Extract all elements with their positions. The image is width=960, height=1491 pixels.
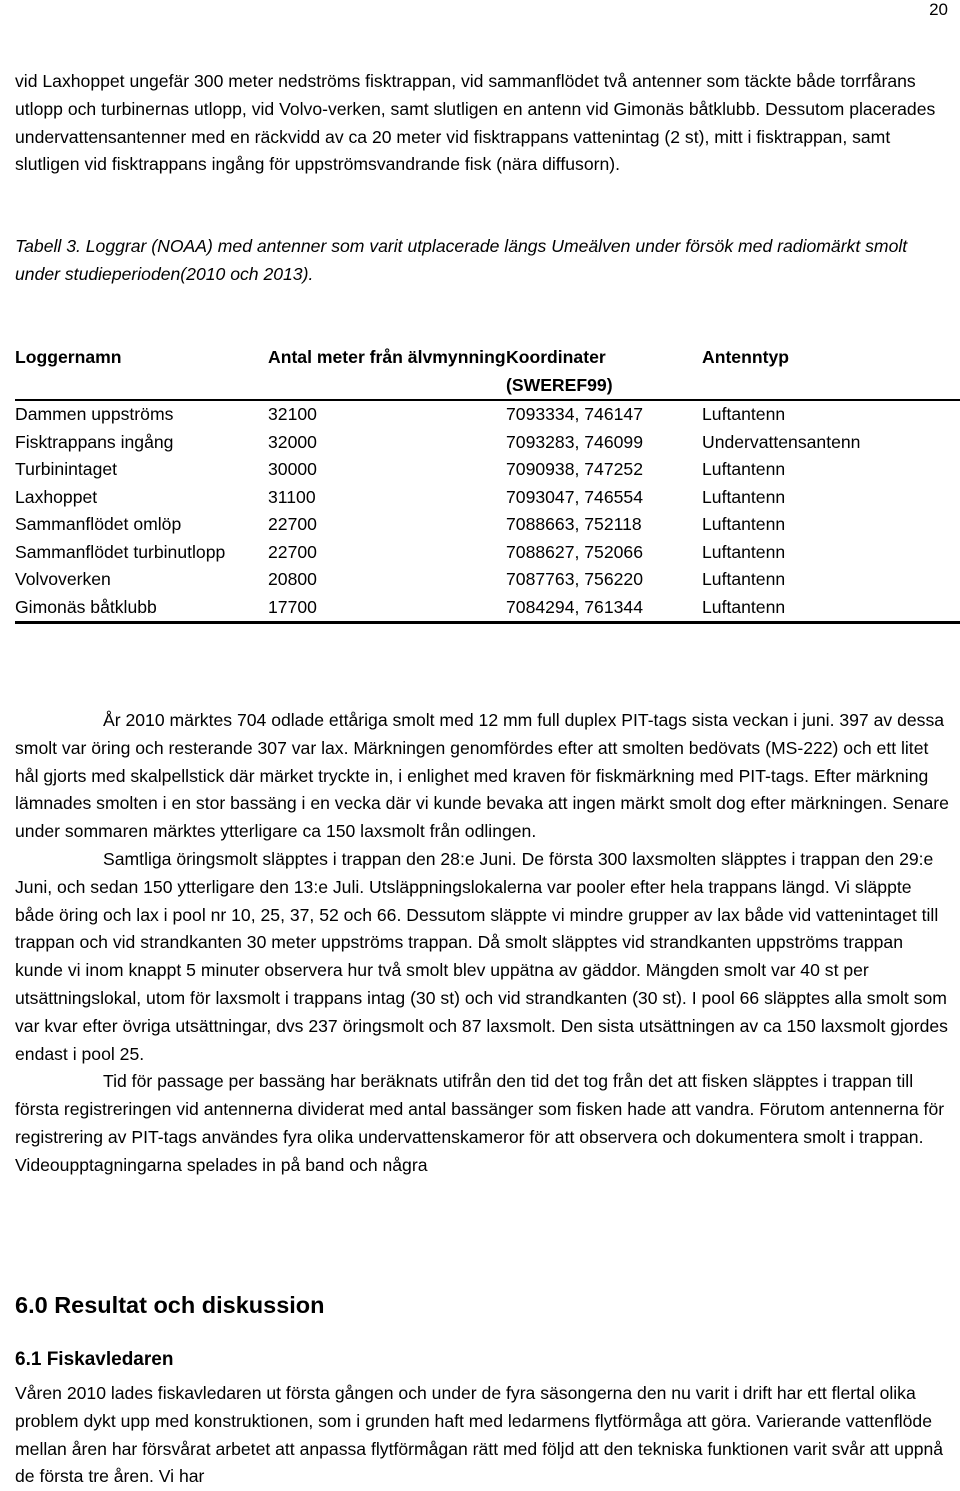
cell-antenna-type: Luftantenn — [702, 514, 786, 534]
page-number: 20 — [929, 0, 948, 19]
table-row — [15, 400, 960, 429]
cell-coordinates: 7088627, 752066 — [506, 541, 643, 562]
table-row — [15, 594, 960, 623]
cell-antenna-type: Undervattensantenn — [702, 431, 861, 452]
header-coordinates: Koordinater (SWEREF99) — [506, 347, 613, 395]
cell-logger-name: Sammanflödet omlöp — [15, 514, 182, 534]
cell-distance: 30000 — [268, 459, 317, 479]
body-text — [15, 707, 950, 1180]
cell-distance: 22700 — [268, 541, 317, 562]
cell-distance: 32000 — [268, 431, 317, 452]
body-paragraph-passage: Tid för passage per bassäng har beräknats utifrån den tid det tog från det att fisken släpptes i trappan till första registreringen vid antennerna dividerat med antal bassänger som fisken hade att vandra. Förutom antennerna för registrering av PIT-tags användes fyra olika undervattenskameror för att observera och dokumentera smolt i trappan. Videoupptagningarna spelades in på band och några — [15, 1071, 945, 1175]
cell-antenna-type: Luftantenn — [702, 404, 786, 424]
cell-antenna-type: Luftantenn — [702, 541, 786, 562]
body-paragraph-marking: År 2010 märktes 704 odlade ettåriga smolt med 12 mm full duplex PIT-tags sista veckan i juni. 397 av dessa smolt var öring och resterande 307 var lax. Märkningen genomfördes efter att smolten bedövats (MS-222) och ett litet hål gjorts med skalpellstick där märket tryckte in, i enlighet med kraven för fiskmärkning med PIT-tags. Efter märkning lämnades smolten i en stor bassäng i en vecka där vi kunde bevaka att ingen märkt smolt dog efter märkningen. Senare under sommaren märktes ytterligare ca 150 laxsmolt från odlingen. — [15, 710, 949, 842]
section-heading-results: 6.0 Resultat och diskussion — [15, 1292, 325, 1318]
cell-distance: 31100 — [268, 486, 316, 507]
cell-distance: 22700 — [268, 514, 317, 534]
cell-distance: 20800 — [268, 569, 317, 589]
cell-coordinates: 7084294, 761344 — [506, 596, 643, 617]
header-loggernamn: Loggernamn — [15, 347, 122, 367]
cell-logger-name: Sammanflödet turbinutlopp — [15, 541, 226, 562]
header-antenna-type: Antenntyp — [702, 347, 789, 367]
cell-coordinates: 7093283, 746099 — [506, 431, 643, 452]
table-row — [15, 539, 960, 567]
table-row — [15, 484, 960, 512]
cell-logger-name: Fisktrappans ingång — [15, 431, 174, 452]
table-caption: Tabell 3. Loggrar (NOAA) med antenner som varit utplacerade längs Umeälven under försök med radiomärkt smolt under studieperioden(2010 och 2013). — [15, 236, 908, 284]
cell-antenna-type: Luftantenn — [702, 459, 786, 479]
cell-coordinates: 7093334, 746147 — [506, 404, 643, 424]
body-paragraph-release: Samtliga öringsmolt släpptes i trappan den 28:e Juni. De första 300 laxsmolten släpptes i trappan den 29:e Juni, och sedan 150 ytterligare den 13:e Juli. Utsläppningslokalerna var pooler efter hela trappans längd. Vi släppte både öring och lax i pool nr 10, 25, 37, 52 och 66. Dessutom släppte vi mindre grupper av lax både vid vattenintaget till trappan och vid strandkanten 30 meter uppströms trappan. Då smolt släpptes vid strandkanten uppströms trappan kunde vi inom knappt 5 minuter observera hur två smolt blev uppätna av gäddor. Mängden smolt var 40 st per utsättningslokal, utom för laxsmolt i trappans intag (30 st) och vid strandkanten (30 st). I pool 66 släpptes alla smolt som var kvar efter övriga utsättningar, dvs 237 öringsmolt och 87 laxsmolt. Den sista utsättningen av ca 150 laxsmolt gjordes endast i pool 25. — [15, 848, 948, 1064]
table-header-row — [15, 344, 960, 400]
cell-antenna-type: Luftantenn — [702, 486, 786, 507]
logger-table — [15, 344, 960, 624]
table-row — [15, 456, 960, 484]
table-row — [15, 511, 960, 539]
cell-logger-name: Turbinintaget — [15, 459, 118, 479]
cell-coordinates: 7087763, 756220 — [506, 569, 643, 589]
cell-coordinates: 7093047, 746554 — [506, 486, 643, 507]
section-paragraph: Våren 2010 lades fiskavledaren ut första gången och under de fyra säsongerna den nu varit i drift har ett flertal olika problem dykt upp med konstruktionen, som i grunden haft med ledarmens flytförmåga att göra. Varierande vattenflöde mellan åren har försvårat arbetet att anpassa flytförmågan rätt med följd att den tekniska funktionen varit svår att uppnå de första tre åren. Vi har — [15, 1383, 944, 1487]
cell-coordinates: 7090938, 747252 — [506, 459, 643, 479]
cell-distance: 32100 — [268, 404, 317, 424]
header-distance: Antal meter från älvmynning — [268, 347, 506, 367]
intro-paragraph: vid Laxhoppet ungefär 300 meter nedströms fisktrappan, vid sammanflödet två antenner som täckte både torrfårans utlopp och turbinernas utlopp, vid Volvo-verken, samt slutligen en antenn vid Gimonäs båtklubb. Dessutom placerades undervattensantenner med en räckvidd av ca 20 meter vid fisktrappans vattenintag (2 st), mitt i fisktrappan, samt slutligen vid fisktrappans ingång för uppströmsvandrande fisk (nära diffusorn). — [15, 71, 936, 175]
cell-antenna-type: Luftantenn — [702, 596, 786, 617]
cell-antenna-type: Luftantenn — [702, 569, 786, 589]
subsection-heading-fiskavledaren: 6.1 Fiskavledaren — [15, 1349, 174, 1370]
cell-coordinates: 7088663, 752118 — [506, 514, 642, 534]
cell-logger-name: Gimonäs båtklubb — [15, 596, 157, 617]
table-row — [15, 429, 960, 457]
cell-logger-name: Laxhoppet — [15, 486, 98, 507]
table-row — [15, 566, 960, 594]
cell-distance: 17700 — [268, 596, 317, 617]
cell-logger-name: Volvoverken — [15, 569, 111, 589]
cell-logger-name: Dammen uppströms — [15, 404, 174, 424]
